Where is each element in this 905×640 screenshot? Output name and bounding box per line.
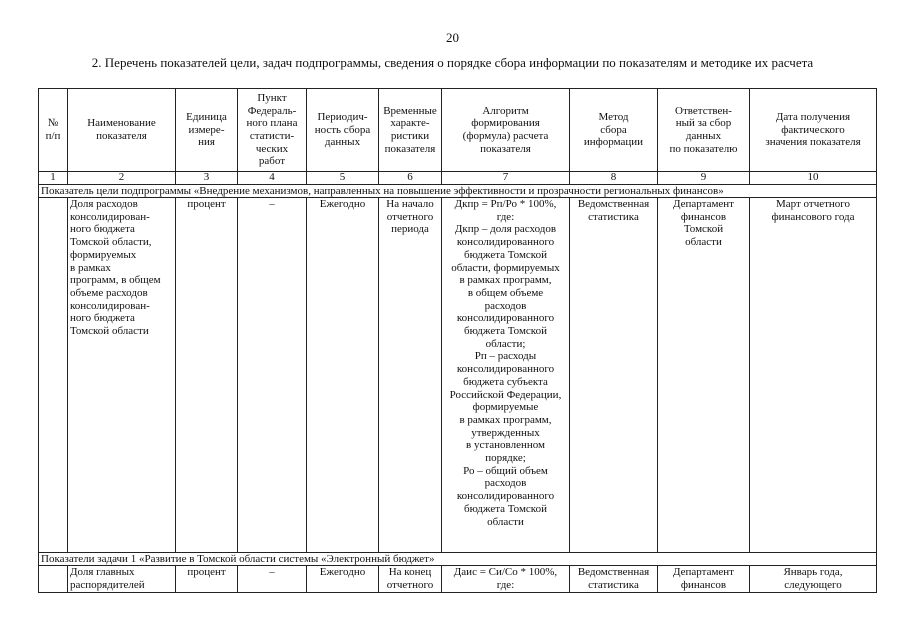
cell-unit: процент bbox=[176, 566, 238, 593]
cell-time-characteristics: На конец отчетного bbox=[379, 566, 442, 593]
cell-algorithm: Даис = Си/Со * 100%, где: bbox=[442, 566, 570, 593]
cell-number bbox=[39, 566, 68, 593]
header-cell-name: Наименование показателя bbox=[68, 89, 176, 172]
header-cell-unit: Единица измере- ния bbox=[176, 89, 238, 172]
column-number: 9 bbox=[658, 172, 750, 185]
indicators-table bbox=[38, 88, 877, 593]
header-cell-responsible: Ответствен- ный за сбор данных по показателю bbox=[658, 89, 750, 172]
cell-responsible: Департамент финансов bbox=[658, 566, 750, 593]
column-number-row bbox=[39, 172, 877, 185]
section-row-goal bbox=[39, 185, 877, 198]
section-title-task-1: Показатели задачи 1 «Развитие в Томской области системы «Электронный бюджет» bbox=[39, 553, 877, 566]
cell-name: Доля расходов консолидирован- ного бюджета Томской области, формируемых в рамках программ, в общем объеме расходов консолидирован- ного бюджета Томской области bbox=[68, 198, 176, 553]
column-number: 3 bbox=[176, 172, 238, 185]
cell-federal-plan: – bbox=[238, 566, 307, 593]
column-number: 2 bbox=[68, 172, 176, 185]
cell-responsible: Департамент финансов Томской области bbox=[658, 198, 750, 553]
cell-date: Январь года, следующего bbox=[750, 566, 877, 593]
header-cell-time-characteristics: Временные характе- ристики показателя bbox=[379, 89, 442, 172]
table-row bbox=[39, 198, 877, 553]
cell-time-characteristics: На начало отчетного периода bbox=[379, 198, 442, 553]
column-number: 1 bbox=[39, 172, 68, 185]
table-row bbox=[39, 566, 877, 593]
column-number: 5 bbox=[307, 172, 379, 185]
header-cell-date: Дата получения фактического значения показателя bbox=[750, 89, 877, 172]
header-cell-method: Метод сбора информации bbox=[570, 89, 658, 172]
cell-method: Ведомственная статистика bbox=[570, 198, 658, 553]
cell-algorithm: Дкпр = Рп/Ро * 100%, где: Дкпр – доля расходов консолидированного бюджета Томской области, формируемых в рамках программ, в общем объеме расходов консолидированного бюджета Томской области; Рп – расходы консолидированного бюджета субъекта Российской Федерации, формируемые в рамках программ, утвержденных в установленном порядке; Ро – общий объем расходов консолидированного бюджета Томской области bbox=[442, 198, 570, 553]
cell-federal-plan: – bbox=[238, 198, 307, 553]
column-number: 7 bbox=[442, 172, 570, 185]
document-heading: 2. Перечень показателей цели, задач подпрограммы, сведения о порядке сбора информации по показателям и методике их расчета bbox=[91, 55, 814, 70]
section-title-goal: Показатель цели подпрограммы «Внедрение механизмов, направленных на повышение эффективности и прозрачности региональных финансов» bbox=[39, 185, 877, 198]
cell-date: Март отчетного финансового года bbox=[750, 198, 877, 553]
header-cell-number: № п/п bbox=[39, 89, 68, 172]
page-number: 20 bbox=[446, 30, 459, 45]
header-cell-federal-plan: Пункт Федераль- ного плана статисти- ческих работ bbox=[238, 89, 307, 172]
column-number: 10 bbox=[750, 172, 877, 185]
column-number: 4 bbox=[238, 172, 307, 185]
header-cell-periodicity: Периодич- ность сбора данных bbox=[307, 89, 379, 172]
cell-unit: процент bbox=[176, 198, 238, 553]
table-header-row bbox=[39, 89, 877, 172]
cell-number bbox=[39, 198, 68, 553]
section-row-task-1 bbox=[39, 553, 877, 566]
header-cell-algorithm: Алгоритм формирования (формула) расчета показателя bbox=[442, 89, 570, 172]
cell-periodicity: Ежегодно bbox=[307, 566, 379, 593]
column-number: 6 bbox=[379, 172, 442, 185]
cell-periodicity: Ежегодно bbox=[307, 198, 379, 553]
cell-name: Доля главных распорядителей bbox=[68, 566, 176, 593]
cell-method: Ведомственная статистика bbox=[570, 566, 658, 593]
column-number: 8 bbox=[570, 172, 658, 185]
